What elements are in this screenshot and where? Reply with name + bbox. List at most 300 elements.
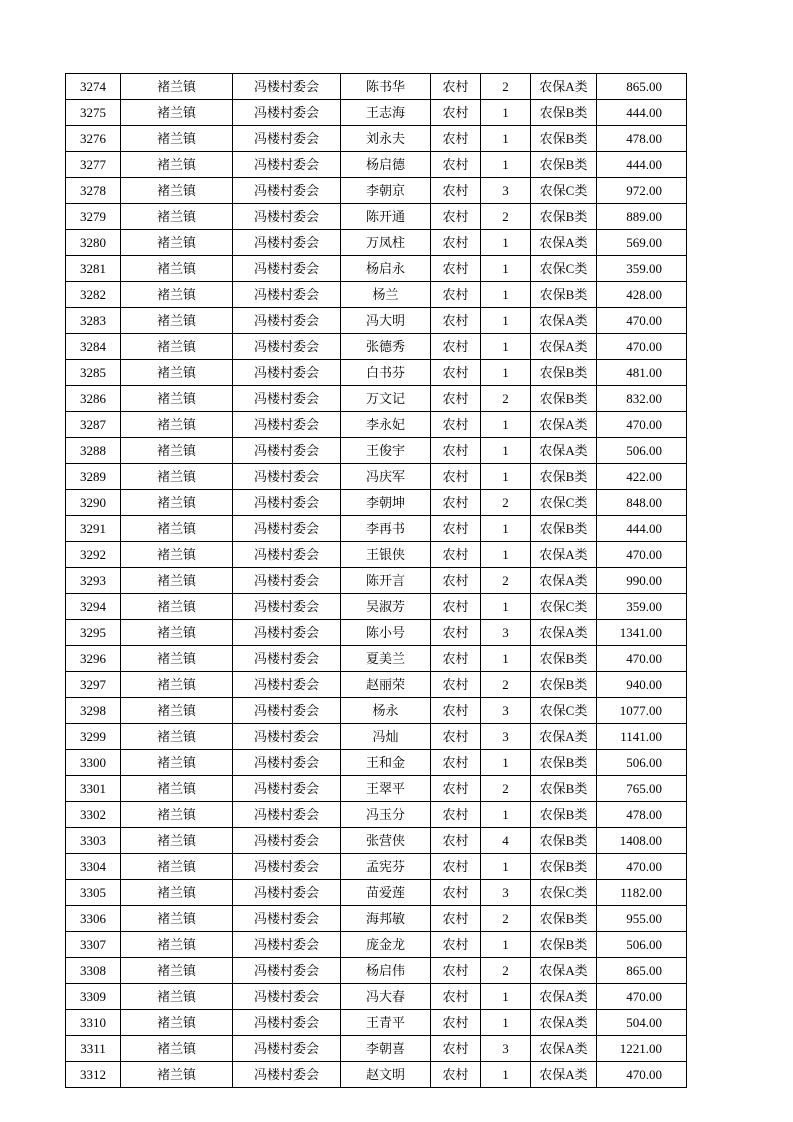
table-row <box>66 1062 687 1088</box>
cell-person-name: 陈开通 <box>341 204 431 230</box>
cell-residence-type: 农村 <box>431 594 481 620</box>
cell-person-name: 王青平 <box>341 1010 431 1036</box>
cell-amount: 889.00 <box>597 204 687 230</box>
cell-serial-number: 3279 <box>66 204 121 230</box>
cell-town: 褚兰镇 <box>121 828 233 854</box>
cell-residence-type: 农村 <box>431 828 481 854</box>
cell-person-name: 孟宪芬 <box>341 854 431 880</box>
cell-serial-number: 3311 <box>66 1036 121 1062</box>
cell-village-committee: 冯楼村委会 <box>233 360 341 386</box>
cell-amount: 359.00 <box>597 256 687 282</box>
cell-residence-type: 农村 <box>431 1010 481 1036</box>
cell-village-committee: 冯楼村委会 <box>233 958 341 984</box>
cell-amount: 422.00 <box>597 464 687 490</box>
cell-village-committee: 冯楼村委会 <box>233 1062 341 1088</box>
cell-serial-number: 3302 <box>66 802 121 828</box>
cell-person-count: 1 <box>481 464 531 490</box>
cell-person-name: 赵丽荣 <box>341 672 431 698</box>
cell-town: 褚兰镇 <box>121 724 233 750</box>
cell-person-name: 陈开言 <box>341 568 431 594</box>
cell-insurance-category: 农保A类 <box>531 230 597 256</box>
cell-residence-type: 农村 <box>431 282 481 308</box>
table-row <box>66 698 687 724</box>
table-row <box>66 360 687 386</box>
cell-town: 褚兰镇 <box>121 126 233 152</box>
cell-town: 褚兰镇 <box>121 906 233 932</box>
cell-residence-type: 农村 <box>431 776 481 802</box>
cell-insurance-category: 农保C类 <box>531 178 597 204</box>
cell-residence-type: 农村 <box>431 100 481 126</box>
cell-town: 褚兰镇 <box>121 308 233 334</box>
cell-person-count: 2 <box>481 490 531 516</box>
cell-town: 褚兰镇 <box>121 880 233 906</box>
cell-residence-type: 农村 <box>431 620 481 646</box>
cell-serial-number: 3296 <box>66 646 121 672</box>
cell-serial-number: 3292 <box>66 542 121 568</box>
cell-amount: 848.00 <box>597 490 687 516</box>
table-row <box>66 516 687 542</box>
cell-village-committee: 冯楼村委会 <box>233 438 341 464</box>
cell-insurance-category: 农保A类 <box>531 542 597 568</box>
cell-village-committee: 冯楼村委会 <box>233 334 341 360</box>
cell-residence-type: 农村 <box>431 698 481 724</box>
cell-person-name: 陈小号 <box>341 620 431 646</box>
cell-amount: 990.00 <box>597 568 687 594</box>
cell-town: 褚兰镇 <box>121 958 233 984</box>
cell-person-count: 1 <box>481 646 531 672</box>
cell-person-name: 李再书 <box>341 516 431 542</box>
cell-insurance-category: 农保A类 <box>531 984 597 1010</box>
cell-amount: 470.00 <box>597 542 687 568</box>
cell-person-count: 1 <box>481 360 531 386</box>
cell-amount: 506.00 <box>597 932 687 958</box>
cell-village-committee: 冯楼村委会 <box>233 724 341 750</box>
cell-person-name: 白书芬 <box>341 360 431 386</box>
cell-person-name: 吴淑芳 <box>341 594 431 620</box>
cell-residence-type: 农村 <box>431 152 481 178</box>
cell-person-name: 张德秀 <box>341 334 431 360</box>
cell-residence-type: 农村 <box>431 984 481 1010</box>
cell-person-count: 1 <box>481 854 531 880</box>
cell-person-count: 3 <box>481 698 531 724</box>
cell-amount: 359.00 <box>597 594 687 620</box>
cell-serial-number: 3287 <box>66 412 121 438</box>
cell-town: 褚兰镇 <box>121 698 233 724</box>
cell-amount: 569.00 <box>597 230 687 256</box>
cell-village-committee: 冯楼村委会 <box>233 594 341 620</box>
cell-person-name: 刘永夫 <box>341 126 431 152</box>
table-row <box>66 802 687 828</box>
cell-insurance-category: 农保C类 <box>531 698 597 724</box>
table-row <box>66 828 687 854</box>
cell-village-committee: 冯楼村委会 <box>233 178 341 204</box>
cell-residence-type: 农村 <box>431 334 481 360</box>
cell-amount: 470.00 <box>597 334 687 360</box>
cell-insurance-category: 农保A类 <box>531 1036 597 1062</box>
cell-serial-number: 3299 <box>66 724 121 750</box>
cell-serial-number: 3275 <box>66 100 121 126</box>
cell-person-count: 1 <box>481 126 531 152</box>
cell-village-committee: 冯楼村委会 <box>233 386 341 412</box>
cell-person-count: 1 <box>481 1062 531 1088</box>
cell-amount: 506.00 <box>597 438 687 464</box>
table-row <box>66 724 687 750</box>
cell-serial-number: 3290 <box>66 490 121 516</box>
cell-person-name: 冯庆军 <box>341 464 431 490</box>
cell-person-name: 李朝喜 <box>341 1036 431 1062</box>
cell-person-count: 2 <box>481 568 531 594</box>
table-row <box>66 646 687 672</box>
cell-town: 褚兰镇 <box>121 516 233 542</box>
cell-person-count: 1 <box>481 438 531 464</box>
cell-residence-type: 农村 <box>431 724 481 750</box>
cell-insurance-category: 农保A类 <box>531 334 597 360</box>
cell-residence-type: 农村 <box>431 490 481 516</box>
cell-residence-type: 农村 <box>431 750 481 776</box>
cell-serial-number: 3301 <box>66 776 121 802</box>
cell-serial-number: 3306 <box>66 906 121 932</box>
cell-village-committee: 冯楼村委会 <box>233 74 341 100</box>
cell-town: 褚兰镇 <box>121 672 233 698</box>
cell-residence-type: 农村 <box>431 854 481 880</box>
cell-residence-type: 农村 <box>431 516 481 542</box>
cell-person-count: 1 <box>481 230 531 256</box>
cell-town: 褚兰镇 <box>121 490 233 516</box>
cell-amount: 470.00 <box>597 308 687 334</box>
cell-insurance-category: 农保B类 <box>531 360 597 386</box>
cell-village-committee: 冯楼村委会 <box>233 984 341 1010</box>
cell-serial-number: 3295 <box>66 620 121 646</box>
cell-town: 褚兰镇 <box>121 152 233 178</box>
cell-town: 褚兰镇 <box>121 1036 233 1062</box>
cell-village-committee: 冯楼村委会 <box>233 1010 341 1036</box>
cell-person-name: 万凤柱 <box>341 230 431 256</box>
cell-serial-number: 3288 <box>66 438 121 464</box>
cell-village-committee: 冯楼村委会 <box>233 776 341 802</box>
cell-village-committee: 冯楼村委会 <box>233 880 341 906</box>
cell-town: 褚兰镇 <box>121 230 233 256</box>
cell-person-count: 1 <box>481 984 531 1010</box>
cell-person-count: 1 <box>481 932 531 958</box>
cell-insurance-category: 农保C类 <box>531 256 597 282</box>
cell-town: 褚兰镇 <box>121 776 233 802</box>
cell-residence-type: 农村 <box>431 646 481 672</box>
cell-person-count: 1 <box>481 152 531 178</box>
cell-village-committee: 冯楼村委会 <box>233 646 341 672</box>
table-row <box>66 906 687 932</box>
table-body <box>66 74 687 1088</box>
cell-person-name: 杨启伟 <box>341 958 431 984</box>
cell-insurance-category: 农保B类 <box>531 828 597 854</box>
cell-town: 褚兰镇 <box>121 1010 233 1036</box>
table-row <box>66 490 687 516</box>
cell-person-name: 苗爱莲 <box>341 880 431 906</box>
cell-amount: 972.00 <box>597 178 687 204</box>
cell-serial-number: 3284 <box>66 334 121 360</box>
cell-amount: 470.00 <box>597 854 687 880</box>
cell-insurance-category: 农保B类 <box>531 646 597 672</box>
cell-person-count: 2 <box>481 672 531 698</box>
cell-insurance-category: 农保A类 <box>531 308 597 334</box>
cell-serial-number: 3308 <box>66 958 121 984</box>
cell-person-name: 杨启德 <box>341 152 431 178</box>
table-row <box>66 542 687 568</box>
cell-town: 褚兰镇 <box>121 100 233 126</box>
cell-insurance-category: 农保B类 <box>531 282 597 308</box>
table-row <box>66 776 687 802</box>
cell-serial-number: 3300 <box>66 750 121 776</box>
cell-serial-number: 3280 <box>66 230 121 256</box>
cell-person-name: 庞金龙 <box>341 932 431 958</box>
cell-residence-type: 农村 <box>431 880 481 906</box>
cell-amount: 478.00 <box>597 126 687 152</box>
cell-amount: 832.00 <box>597 386 687 412</box>
cell-insurance-category: 农保B类 <box>531 152 597 178</box>
cell-serial-number: 3297 <box>66 672 121 698</box>
cell-person-count: 1 <box>481 516 531 542</box>
cell-residence-type: 农村 <box>431 568 481 594</box>
cell-insurance-category: 农保B类 <box>531 672 597 698</box>
table-row <box>66 880 687 906</box>
cell-serial-number: 3305 <box>66 880 121 906</box>
cell-insurance-category: 农保C类 <box>531 594 597 620</box>
cell-person-name: 夏美兰 <box>341 646 431 672</box>
cell-residence-type: 农村 <box>431 360 481 386</box>
cell-amount: 1221.00 <box>597 1036 687 1062</box>
cell-village-committee: 冯楼村委会 <box>233 516 341 542</box>
cell-person-name: 冯玉分 <box>341 802 431 828</box>
cell-town: 褚兰镇 <box>121 568 233 594</box>
cell-person-name: 冯大春 <box>341 984 431 1010</box>
cell-amount: 444.00 <box>597 152 687 178</box>
cell-town: 褚兰镇 <box>121 412 233 438</box>
cell-serial-number: 3298 <box>66 698 121 724</box>
cell-village-committee: 冯楼村委会 <box>233 828 341 854</box>
cell-person-count: 3 <box>481 880 531 906</box>
cell-person-count: 2 <box>481 958 531 984</box>
cell-insurance-category: 农保A类 <box>531 568 597 594</box>
cell-insurance-category: 农保B类 <box>531 906 597 932</box>
cell-person-name: 冯灿 <box>341 724 431 750</box>
cell-person-name: 陈书华 <box>341 74 431 100</box>
cell-village-committee: 冯楼村委会 <box>233 568 341 594</box>
cell-amount: 765.00 <box>597 776 687 802</box>
cell-residence-type: 农村 <box>431 542 481 568</box>
cell-serial-number: 3289 <box>66 464 121 490</box>
cell-serial-number: 3304 <box>66 854 121 880</box>
cell-person-name: 海邦敏 <box>341 906 431 932</box>
cell-person-name: 王银侠 <box>341 542 431 568</box>
cell-person-count: 1 <box>481 542 531 568</box>
cell-village-committee: 冯楼村委会 <box>233 204 341 230</box>
cell-amount: 1182.00 <box>597 880 687 906</box>
table-row <box>66 568 687 594</box>
cell-insurance-category: 农保A类 <box>531 438 597 464</box>
cell-insurance-category: 农保C类 <box>531 490 597 516</box>
cell-person-count: 2 <box>481 906 531 932</box>
cell-town: 褚兰镇 <box>121 932 233 958</box>
cell-person-name: 王俊宇 <box>341 438 431 464</box>
cell-village-committee: 冯楼村委会 <box>233 412 341 438</box>
cell-village-committee: 冯楼村委会 <box>233 698 341 724</box>
cell-insurance-category: 农保A类 <box>531 958 597 984</box>
cell-person-name: 李朝坤 <box>341 490 431 516</box>
cell-town: 褚兰镇 <box>121 74 233 100</box>
cell-village-committee: 冯楼村委会 <box>233 100 341 126</box>
table-row <box>66 386 687 412</box>
cell-person-name: 李朝京 <box>341 178 431 204</box>
cell-serial-number: 3291 <box>66 516 121 542</box>
cell-town: 褚兰镇 <box>121 360 233 386</box>
cell-village-committee: 冯楼村委会 <box>233 152 341 178</box>
cell-town: 褚兰镇 <box>121 256 233 282</box>
cell-insurance-category: 农保A类 <box>531 620 597 646</box>
cell-person-name: 杨永 <box>341 698 431 724</box>
cell-residence-type: 农村 <box>431 438 481 464</box>
cell-town: 褚兰镇 <box>121 334 233 360</box>
table-row <box>66 282 687 308</box>
cell-residence-type: 农村 <box>431 386 481 412</box>
cell-amount: 470.00 <box>597 1062 687 1088</box>
cell-insurance-category: 农保A类 <box>531 1062 597 1088</box>
cell-amount: 1408.00 <box>597 828 687 854</box>
cell-person-count: 1 <box>481 308 531 334</box>
cell-insurance-category: 农保B类 <box>531 776 597 802</box>
cell-residence-type: 农村 <box>431 230 481 256</box>
table-row <box>66 256 687 282</box>
cell-village-committee: 冯楼村委会 <box>233 126 341 152</box>
cell-person-count: 1 <box>481 750 531 776</box>
cell-serial-number: 3307 <box>66 932 121 958</box>
cell-serial-number: 3278 <box>66 178 121 204</box>
cell-amount: 1341.00 <box>597 620 687 646</box>
cell-person-name: 张营侠 <box>341 828 431 854</box>
table-row <box>66 672 687 698</box>
cell-person-count: 2 <box>481 386 531 412</box>
cell-person-count: 1 <box>481 282 531 308</box>
cell-amount: 504.00 <box>597 1010 687 1036</box>
cell-person-count: 1 <box>481 594 531 620</box>
cell-village-committee: 冯楼村委会 <box>233 906 341 932</box>
cell-serial-number: 3312 <box>66 1062 121 1088</box>
cell-amount: 470.00 <box>597 646 687 672</box>
cell-person-count: 1 <box>481 412 531 438</box>
cell-residence-type: 农村 <box>431 256 481 282</box>
cell-town: 褚兰镇 <box>121 1062 233 1088</box>
table-row <box>66 74 687 100</box>
cell-residence-type: 农村 <box>431 672 481 698</box>
benefits-roster-table <box>65 73 687 1088</box>
cell-person-count: 1 <box>481 1010 531 1036</box>
cell-residence-type: 农村 <box>431 464 481 490</box>
table-row <box>66 178 687 204</box>
cell-person-count: 2 <box>481 204 531 230</box>
cell-village-committee: 冯楼村委会 <box>233 490 341 516</box>
cell-town: 褚兰镇 <box>121 178 233 204</box>
cell-person-count: 3 <box>481 178 531 204</box>
cell-insurance-category: 农保B类 <box>531 516 597 542</box>
cell-insurance-category: 农保A类 <box>531 1010 597 1036</box>
cell-insurance-category: 农保B类 <box>531 464 597 490</box>
cell-town: 褚兰镇 <box>121 204 233 230</box>
cell-village-committee: 冯楼村委会 <box>233 542 341 568</box>
cell-town: 褚兰镇 <box>121 984 233 1010</box>
cell-serial-number: 3310 <box>66 1010 121 1036</box>
cell-insurance-category: 农保B类 <box>531 204 597 230</box>
table-row <box>66 412 687 438</box>
cell-person-count: 1 <box>481 334 531 360</box>
table-row <box>66 308 687 334</box>
cell-amount: 470.00 <box>597 412 687 438</box>
cell-village-committee: 冯楼村委会 <box>233 802 341 828</box>
cell-serial-number: 3286 <box>66 386 121 412</box>
cell-amount: 470.00 <box>597 984 687 1010</box>
cell-insurance-category: 农保B类 <box>531 100 597 126</box>
cell-residence-type: 农村 <box>431 308 481 334</box>
cell-person-name: 冯大明 <box>341 308 431 334</box>
cell-person-count: 3 <box>481 1036 531 1062</box>
cell-village-committee: 冯楼村委会 <box>233 672 341 698</box>
cell-insurance-category: 农保A类 <box>531 74 597 100</box>
table-row <box>66 204 687 230</box>
cell-person-name: 杨兰 <box>341 282 431 308</box>
cell-serial-number: 3282 <box>66 282 121 308</box>
table-row <box>66 334 687 360</box>
cell-amount: 1077.00 <box>597 698 687 724</box>
cell-person-count: 3 <box>481 620 531 646</box>
cell-residence-type: 农村 <box>431 204 481 230</box>
cell-serial-number: 3277 <box>66 152 121 178</box>
cell-amount: 481.00 <box>597 360 687 386</box>
table-row <box>66 1036 687 1062</box>
cell-person-count: 1 <box>481 256 531 282</box>
cell-amount: 444.00 <box>597 100 687 126</box>
cell-town: 褚兰镇 <box>121 542 233 568</box>
cell-village-committee: 冯楼村委会 <box>233 256 341 282</box>
table-row <box>66 750 687 776</box>
table-row <box>66 1010 687 1036</box>
table-row <box>66 594 687 620</box>
cell-insurance-category: 农保B类 <box>531 802 597 828</box>
cell-serial-number: 3283 <box>66 308 121 334</box>
cell-town: 褚兰镇 <box>121 854 233 880</box>
cell-person-count: 4 <box>481 828 531 854</box>
cell-person-name: 王志海 <box>341 100 431 126</box>
cell-town: 褚兰镇 <box>121 438 233 464</box>
cell-residence-type: 农村 <box>431 802 481 828</box>
table-row <box>66 438 687 464</box>
cell-village-committee: 冯楼村委会 <box>233 620 341 646</box>
cell-amount: 1141.00 <box>597 724 687 750</box>
cell-town: 褚兰镇 <box>121 464 233 490</box>
cell-person-name: 万文记 <box>341 386 431 412</box>
cell-person-count: 3 <box>481 724 531 750</box>
table-row <box>66 152 687 178</box>
cell-serial-number: 3274 <box>66 74 121 100</box>
cell-person-count: 2 <box>481 74 531 100</box>
cell-amount: 955.00 <box>597 906 687 932</box>
cell-amount: 940.00 <box>597 672 687 698</box>
cell-village-committee: 冯楼村委会 <box>233 464 341 490</box>
cell-person-count: 2 <box>481 776 531 802</box>
cell-village-committee: 冯楼村委会 <box>233 282 341 308</box>
cell-insurance-category: 农保B类 <box>531 932 597 958</box>
table-row <box>66 854 687 880</box>
cell-person-count: 1 <box>481 100 531 126</box>
cell-insurance-category: 农保A类 <box>531 724 597 750</box>
cell-residence-type: 农村 <box>431 126 481 152</box>
cell-insurance-category: 农保B类 <box>531 126 597 152</box>
